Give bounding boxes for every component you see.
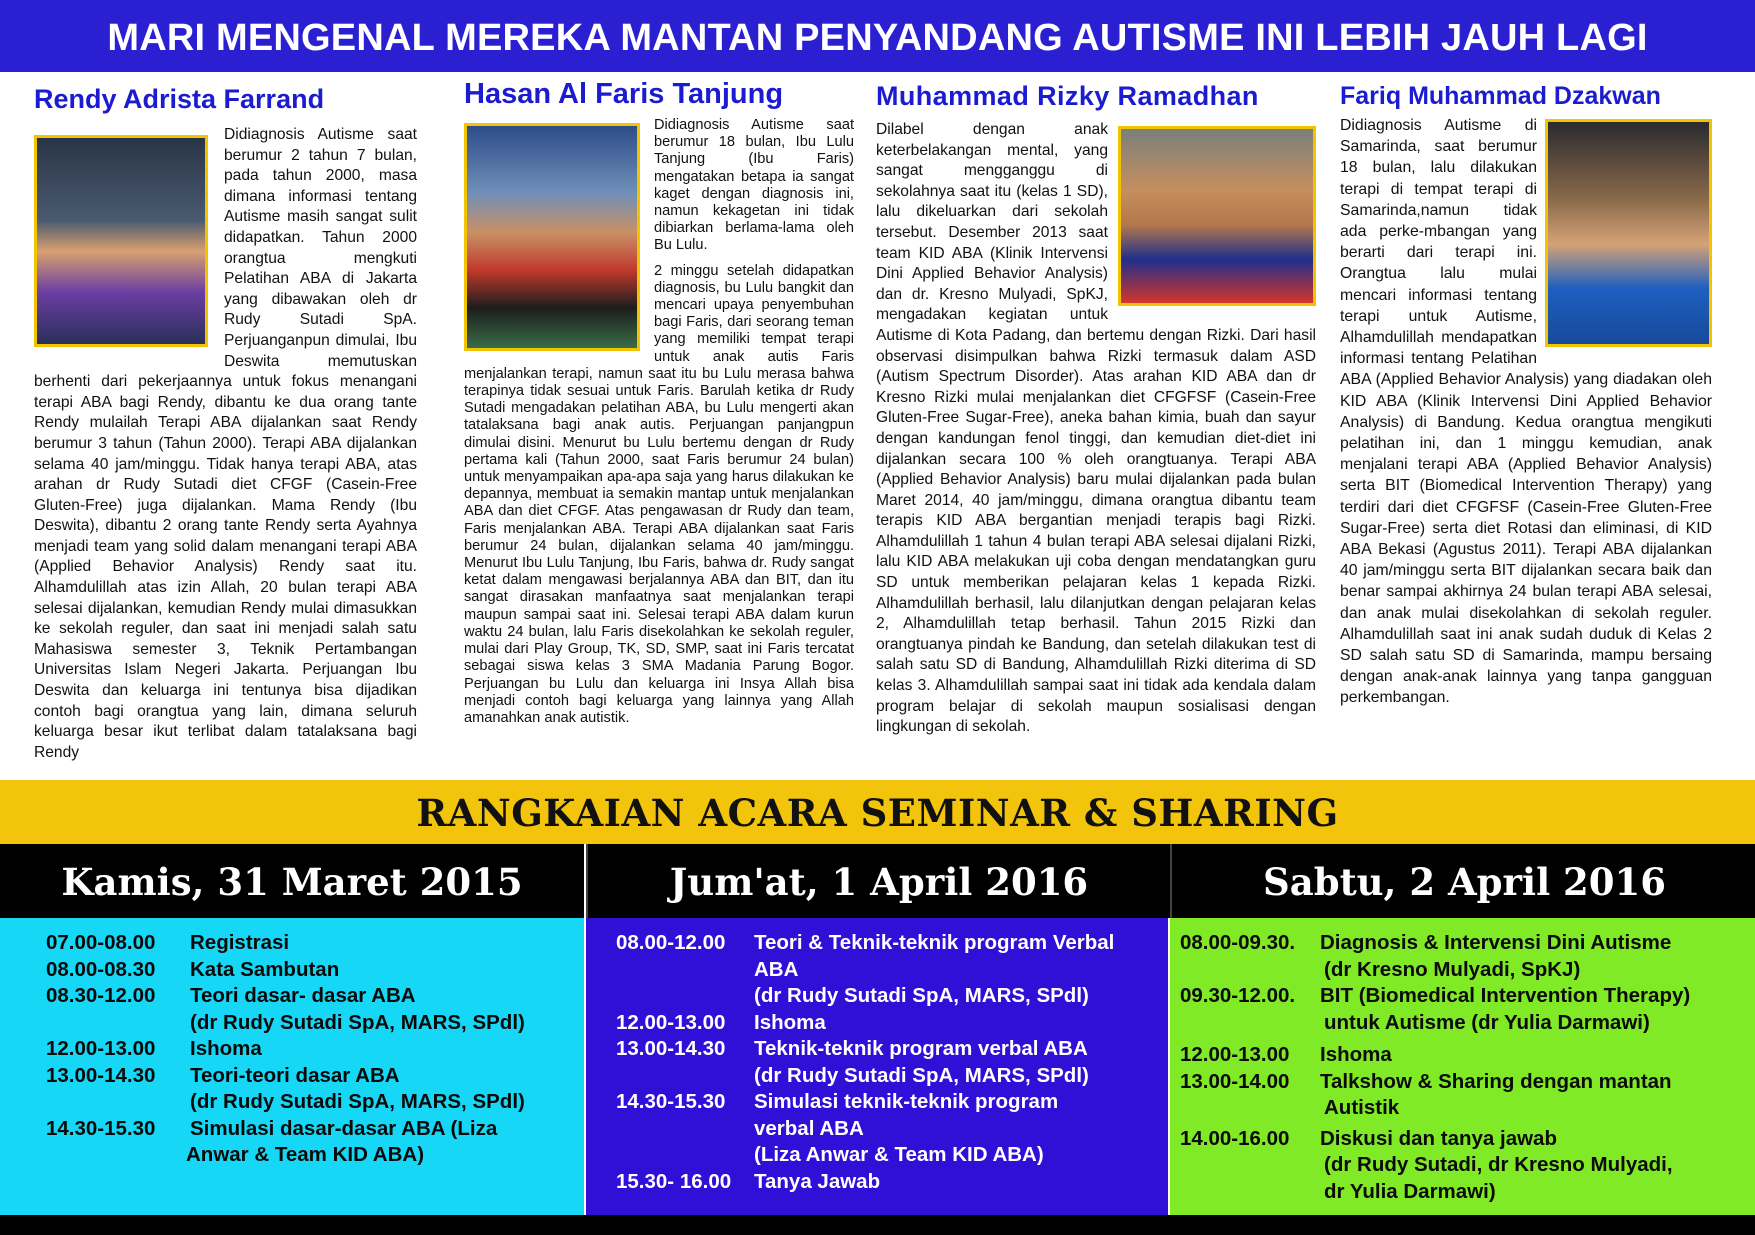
schedule-time: 08.00-08.30 (46, 957, 156, 981)
main-title: MARI MENGENAL MEREKA MANTAN PENYANDANG AUTISME INI LEBIH JAUH LAGI (107, 17, 1648, 59)
schedule-time: 12.00-13.00 (1180, 1043, 1290, 1066)
schedule-time: 12.00-13.00 (46, 1037, 156, 1060)
profile-photo (34, 135, 208, 347)
schedule-activity-cont: verbal ABA (754, 1116, 864, 1140)
schedule-time: 08.00-12.00 (616, 931, 726, 954)
schedule-time: 13.00-14.30 (46, 1063, 156, 1087)
schedule-row (1180, 1069, 1750, 1096)
profile-paragraph: 2 minggu setelah didapatkan diagnosis, bu Lulu bangkit dan mencari upaya penyembuhan bagi Faris, dari seorang teman yang memiliki tempat terapi untuk anak autis Faris menjalankan terapi, namun saat itu bu Lulu merasa bahwa terapinya tidak sesuai untuk Faris. Barulah ketika dr Rudy Sutadi mengadakan pelatihan ABA, bu Lulu mengerti akan tatalaksana bagi anak autis. Perjuangan panjangpun dimulai disini. Menurut bu Lulu bertemu dengan dr Rudy pertama kali (Tahun 2000, saat Faris berumur 24 bulan) untuk menyampaikan apa-apa saja yang harus dilakukan ke depannya, membuat ia semakin mantap untuk menjalankan ABA dan diet CFGF. Atas pengawasan dr Rudy dan team, Faris menjalankan ABA. Terapi ABA dijalankan saat Faris berumur 24 bulan, dijalankan selama 40 jam/minggu. Menurut Ibu Lulu Tanjung, Ibu Faris, bahwa dr. Rudy sangat ketat dalam mengawasi berjalannya ABA dan BIT, dan itu sangat dirasakan manfaatnya saat menjalankan terapi maupun sampai saat ini. Selesai terapi ABA dalam kurun waktu 24 bulan, lalu Faris disekolahkan ke sekolah reguler, mulai dari Play Group, TK, SD, SMP, saat ini Faris tercatat sebagai siswa kelas 3 SMA Madania Parung Bogor. Perjuangan bu Lulu dan keluarga ini Insya Allah bisa menjadi contoh bagi keluarga yang lainnya yang Allah amanahkan anak autistik. (464, 262, 854, 726)
schedule-time: 14.00-16.00 (1180, 1126, 1290, 1150)
schedule-time: 14.30-15.30 (46, 1116, 156, 1140)
schedule-row (616, 930, 1151, 957)
schedule-activity: Ishoma (190, 1037, 262, 1060)
profile-rendy (34, 72, 417, 780)
schedule-row (46, 957, 566, 984)
schedule-row (1180, 983, 1750, 1010)
schedule-time: 13.00-14.00 (1180, 1069, 1290, 1093)
schedule-activity-cont: (dr Kresno Mulyadi, SpKJ) (1324, 957, 1581, 981)
schedule-activity-cont: (dr Rudy Sutadi SpA, MARS, SPdl) (190, 1010, 525, 1034)
profile-paragraph: Didiagnosis Autisme saat berumur 2 tahun 7 bulan, pada tahun 2000, masa dimana informasi tentang Autisme masih sangat sulit didapatkan. Tahun 2000 orangtua mengkuti Pelatihan ABA di Jakarta yang dibawakan oleh dr Rudy Sutadi SpA. Perjuanganpun dimulai, Ibu Deswita memutuskan berhenti dari pekerjaannya untuk fokus menangani terapi ABA bagi Rendy, dibantu ke dua orang tante Rendy mulailah Terapi ABA dijalankan saat Rendy berumur 3 tahun (Tahun 2000). Terapi ABA dijalankan selama 40 jam/minggu. Tidak hanya terapi ABA, atas arahan dr Rudy Sutadi diet CFGF (Casein-Free Gluten-Free) juga dijalankan. Mama Rendy (Ibu Deswita), dibantu 2 orang tante Rendy serta Ayahnya menjadi team yang solid dalam menangani terapi ABA (Applied Behavior Analysis) Rendy saat itu. Alhamdulillah atas izin Allah, 20 bulan terapi ABA selesai dijalankan, kemudian Rendy mulai dimasukkan ke sekolah reguler, dan saat ini menjadi salah satu Mahasiswa semester 3, Teknik Pertambangan Universitas Islam Negeri Jakarta. Perjuangan Ibu Deswita dan keluarga ini tentunya bisa dijadikan contoh bagi orangtua yang lain, dimana seluruh keluarga besar ikut terlibat dalam tatalaksana bagi Rendy (34, 126, 417, 761)
schedule-activity: Simulasi teknik-teknik program (754, 1090, 1059, 1113)
schedule-activity: Tanya Jawab (754, 1169, 881, 1193)
profile-paragraph: Didiagnosis Autisme saat berumur 18 bulan, Ibu Lulu Tanjung (Ibu Faris) mengatakan betapa ia sangat kaget dengan diagnosis ini, namun kekagetan ini tidak dibiarkan berlama-lama oleh Bu Lulu. (654, 117, 854, 254)
bottom-bar (0, 1215, 1755, 1235)
schedule-row (46, 1036, 566, 1063)
schedule-activity: Ishoma (1320, 1043, 1392, 1066)
schedule-time: 13.00-14.30 (616, 1037, 726, 1060)
top-title-banner (0, 0, 1755, 72)
day-header-2 (586, 844, 1170, 918)
schedule-activity-cont: ABA (754, 957, 799, 981)
schedule-row (46, 983, 566, 1010)
profile-hasan (464, 72, 854, 780)
schedule-row (616, 1036, 1151, 1063)
schedule-activity-cont: (Liza Anwar & Team KID ABA) (754, 1143, 1044, 1166)
day-label: Kamis, 31 Maret 2015 (61, 860, 523, 904)
profile-name: Muhammad Rizky Ramadhan (876, 81, 1259, 111)
schedule-activity: Ishoma (754, 1010, 826, 1034)
schedule-activity-cont: Anwar & Team KID ABA) (186, 1143, 425, 1166)
schedule-time: 09.30-12.00. (1180, 984, 1296, 1007)
profile-photo (464, 123, 640, 351)
schedule-row (1180, 930, 1750, 957)
schedule-row (1180, 1042, 1750, 1069)
schedule-row (46, 930, 566, 957)
day-label: Jum'at, 1 April 2016 (669, 860, 1089, 904)
schedule-activity: Teori & Teknik-teknik program Verbal (754, 931, 1115, 954)
day-label: Sabtu, 2 April 2016 (1263, 860, 1666, 904)
schedule-activity: Diagnosis & Intervensi Dini Autisme (1320, 931, 1672, 954)
profile-photo (1545, 119, 1712, 347)
schedule-row (616, 1169, 1151, 1196)
schedule-time: 15.30- 16.00 (616, 1169, 732, 1193)
profile-rizky (876, 72, 1316, 780)
schedule-activity-cont: (dr Rudy Sutadi, dr Kresno Mulyadi, (1324, 1153, 1673, 1176)
schedule-row (46, 1063, 566, 1090)
schedule-activity: Registrasi (190, 931, 290, 954)
seminar-title: RANGKAIAN ACARA SEMINAR & SHARING (416, 791, 1339, 835)
schedule-activity: Teori dasar- dasar ABA (190, 984, 416, 1007)
schedule-activity: Teknik-teknik program verbal ABA (754, 1037, 1088, 1060)
schedule-row (1180, 1126, 1750, 1153)
schedule-activity: BIT (Biomedical Intervention Therapy) (1320, 984, 1691, 1007)
schedule-time: 08.00-09.30. (1180, 931, 1296, 954)
profile-paragraph: Dilabel dengan anak keterbelakangan mental, yang sangat mengganggu di sekolahnya saat itu (kelas 1 SD), lalu dikeluarkan dari sekolah tersebut. Desember 2013 saat team KID ABA (Klinik Intervensi Dini Applied Behavior Analysis) dan dr. Kresno Mulyadi, SpKJ, mengadakan kegiatan untuk Autisme di Kota Padang, dan bertemu dengan Rizki. Dari hasil observasi disimpulkan bahwa Rizki termasuk dalam ASD (Autism Spectrum Disorder). Atas arahan KID ABA dan dr Kresno Rizki mulai menjalankan diet CFGFSF (Casein-Free Gluten-Free Sugar-Free), aneka bahan kimia, buah dan sayur dengan kandungan fenol tinggi, dan kemudian diet-diet ini dijalankan secara 100 % oleh orangtuanya. Terapi ABA (Applied Behavior Analysis) baru mulai dijalankan pada bulan Maret 2014, 40 jam/minggu, dimana orangtua dibantu team terapis KID ABA bergantian menjadi terapis bagi Rizki. Alhamdulillah 1 tahun 4 bulan terapi ABA selesai dijalani Rizki, lalu KID ABA melakukan uji coba dengan mendatangkan guru SD untuk memberikan pelajaran kelas 1 kepada Rizki. Alhamdulillah berhasil, lalu dilanjutkan dengan pelajaran kelas 2, Alhamdulillah tetap berhasil. Tahun 2015 Rizki dan orangtuanya pindah ke Bandung, dan setelah dilakukan test di salah satu SD di Bandung, Alhamdulillah Rizki diterima di SD kelas 3. Alhamdulillah sampai saat ini tidak ada kendala dalam program belajar di sekolah maupun sosialisasi dengan lingkungan di sekolah. (876, 121, 1316, 736)
profile-paragraph: Didiagnosis Autisme di Samarinda, saat berumur 18 bulan, lalu dilakukan terapi di tempat terapi di Samarinda,namun tidak ada perke-mbangan yang berarti dari terapi ini. Orangtua lalu mulai mencari informasi tentang terapi untuk Autisme, Alhamdulillah mendapatkan informasi tentang Pelatihan ABA (Applied Behavior Analysis) yang diadakan oleh KID ABA (Klinik Intervensi Dini Applied Behavior Analysis) di Bandung. Kedua orangtua mengikuti pelatihan ini, dan 1 minggu kemudian, anak menjalani terapi ABA (Applied Behavior Analysis) serta BIT (Biomedical Intervention Therapy) yang terdiri dari diet CFGFSF (Casein-Free Gluten-Free Sugar-Free) serta diet Rotasi dan eliminasi, di KID ABA Bekasi (Agustus 2011). Terapi ABA dijalankan 40 jam/minggu serta BIT dijalankan secara baik dan benar sampai akhirnya 24 bulan terapi ABA selesai, dan anak mulai disekolahkan di sekolah reguler. Alhamdulillah saat ini anak sudah duduk di Kelas 2 SD salah satu SD di Samarinda, mampu bersaing dengan anak-anak lainnya yang tanpa gangguan perkembangan. (1340, 117, 1712, 707)
schedule-activity-cont: (dr Rudy Sutadi SpA, MARS, SPdl) (754, 1063, 1089, 1087)
profile-name: Fariq Muhammad Dzakwan (1340, 82, 1661, 110)
day-header-1 (0, 844, 584, 918)
profile-name: Rendy Adrista Farrand (34, 84, 325, 114)
day-schedule-3 (1170, 918, 1755, 1215)
schedule-row (46, 1116, 566, 1143)
schedule-activity: Talkshow & Sharing dengan mantan (1320, 1069, 1672, 1093)
schedule-time: 12.00-13.00 (616, 1010, 726, 1034)
schedule-activity: Teori-teori dasar ABA (190, 1063, 400, 1087)
schedule-row (616, 1010, 1151, 1037)
profile-fariq (1340, 72, 1712, 780)
schedule-activity: Simulasi dasar-dasar ABA (Liza (190, 1116, 498, 1140)
day-schedule-1 (0, 918, 584, 1215)
schedule-activity-cont: dr Yulia Darmawi) (1324, 1179, 1496, 1203)
schedule-activity-cont: Autistik (1324, 1096, 1400, 1119)
schedule-time: 14.30-15.30 (616, 1090, 726, 1113)
seminar-title-banner (0, 780, 1755, 844)
schedule-activity: Diskusi dan tanya jawab (1320, 1126, 1557, 1150)
schedule-activity: Kata Sambutan (190, 957, 340, 981)
schedule-row (616, 1089, 1151, 1116)
profile-photo (1118, 126, 1316, 306)
profile-name: Hasan Al Faris Tanjung (464, 78, 784, 110)
profiles-section (0, 72, 1755, 780)
day-schedule-2 (586, 918, 1168, 1215)
day-header-3 (1170, 844, 1755, 918)
schedule-activity-cont: (dr Rudy Sutadi SpA, MARS, SPdl) (190, 1090, 525, 1113)
schedule-activity-cont: untuk Autisme (dr Yulia Darmawi) (1324, 1010, 1650, 1034)
schedule-activity-cont: (dr Rudy Sutadi SpA, MARS, SPdl) (754, 984, 1089, 1007)
schedule-time: 08.30-12.00 (46, 984, 156, 1007)
schedule-time: 07.00-08.00 (46, 931, 156, 954)
